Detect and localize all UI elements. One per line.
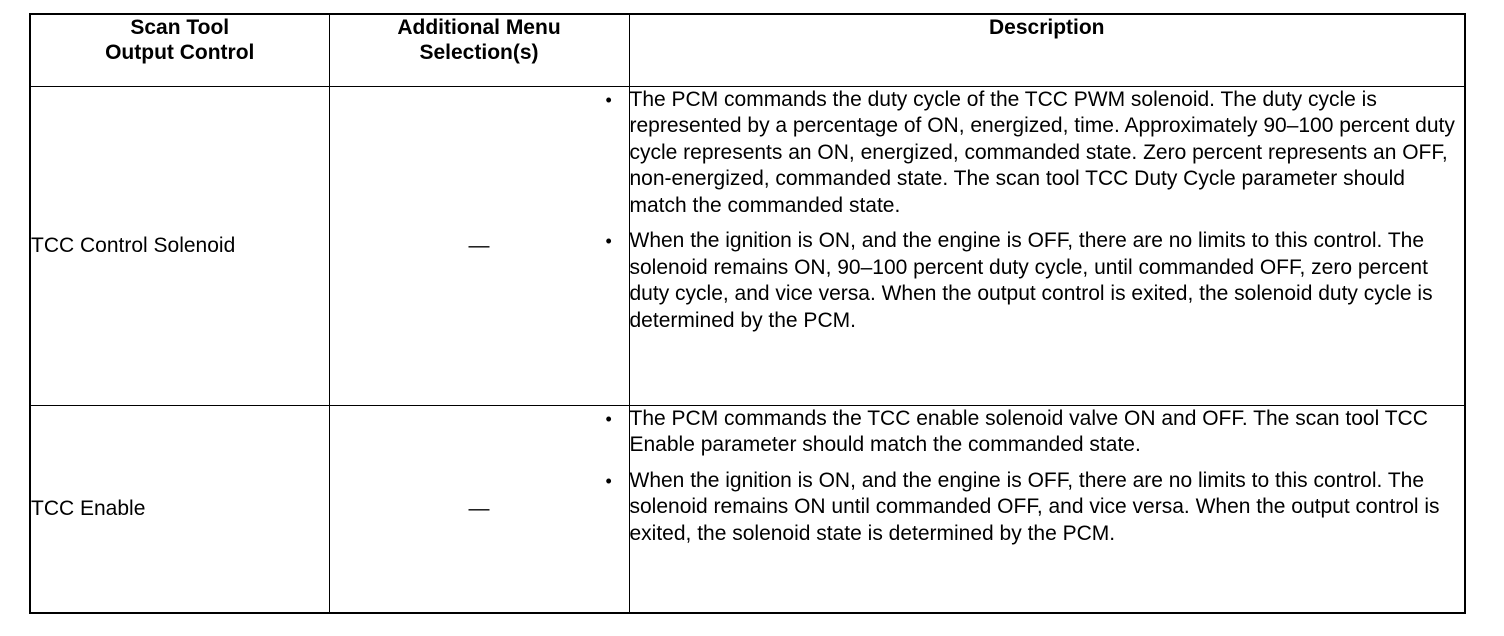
- header-additional-menu-selections: [329, 14, 629, 86]
- menu-selection-value: —: [329, 405, 629, 613]
- header-col2-line2: Selection(s): [419, 41, 539, 64]
- description-cell: [629, 86, 1465, 405]
- description-bullet: • The PCM commands the TCC enable solenoid valve ON and OFF. The scan tool TCC Enable parameter should match the commanded state.: [630, 406, 1465, 459]
- output-control-name: TCC Control Solenoid: [30, 86, 329, 405]
- description-bullet: • The PCM commands the duty cycle of the TCC PWM solenoid. The duty cycle is represented by a percentage of ON, energized, time. Approximately 90–100 percent duty cycle represents an ON, energized, commanded state. Zero percent represents an OFF, non-energized, commanded state. The scan tool TCC Duty Cycle parameter should match the commanded state.: [630, 87, 1465, 220]
- header-scan-tool-output-control: [30, 14, 329, 86]
- menu-selection-value: —: [329, 86, 629, 405]
- description-bullet: • When the ignition is ON, and the engine is OFF, there are no limits to this control. The solenoid remains ON, 90–100 percent duty cycle, until commanded OFF, zero percent duty cycle, and vice versa. When the output control is exited, the solenoid duty cycle is determined by the PCM.: [630, 228, 1465, 334]
- header-row: [30, 14, 1465, 86]
- header-col2-line1: Additional Menu: [397, 16, 561, 39]
- description-list: [630, 406, 1465, 548]
- output-control-name: TCC Enable: [30, 405, 329, 613]
- table-row: [30, 86, 1465, 405]
- description-bullet: • When the ignition is ON, and the engine is OFF, there are no limits to this control. The solenoid remains ON until commanded OFF, and vice versa. When the output control is exited, the solenoid state is determined by the PCM.: [630, 468, 1465, 548]
- description-list: [630, 87, 1465, 335]
- output-control-table: [29, 13, 1466, 614]
- header-col1-line2: Output Control: [105, 41, 255, 64]
- header-description: Description: [629, 14, 1465, 86]
- header-col1-line1: Scan Tool: [130, 16, 230, 39]
- table-row: [30, 405, 1465, 613]
- description-cell: [629, 405, 1465, 613]
